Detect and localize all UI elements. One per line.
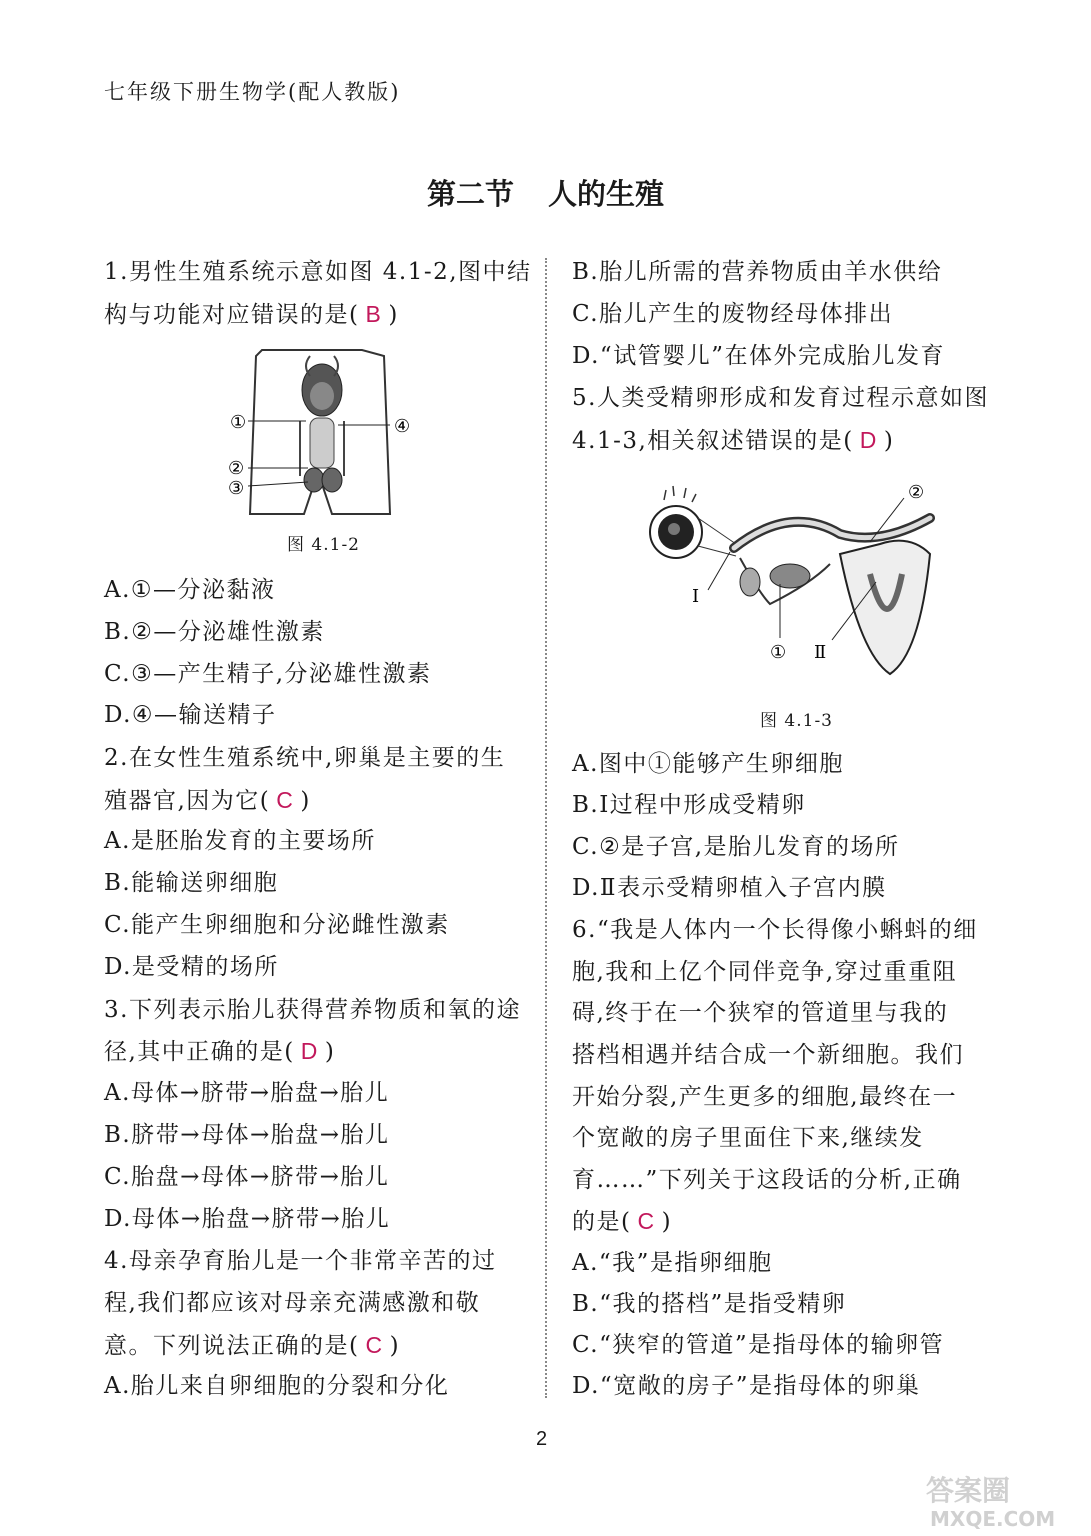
female-reproductive-diagram [640,474,940,692]
q1-option-d: D.④—输送精子 [104,702,277,728]
fig2-label-1: ① [770,642,787,663]
fig2-label-II: Ⅱ [814,642,827,663]
figure-caption-4-1-3: 图 4.1-3 [760,711,833,731]
q6-option-a: A.“我”是指卵细胞 [572,1250,773,1276]
q3-stem-line2: 径,其中正确的是( D ) [104,1038,336,1065]
q3-stem-line1: 3.下列表示胎儿获得营养物质和氧的途 [104,997,521,1023]
q4-answer: C [365,1332,384,1358]
q4-option-c: C.胎儿产生的废物经母体排出 [572,301,894,327]
q4-option-a: A.胎儿来自卵细胞的分裂和分化 [104,1373,450,1399]
q5-option-a: A.图中①能够产生卵细胞 [572,751,844,777]
q4-option-b: B.胎儿所需的营养物质由羊水供给 [572,259,943,285]
q1-option-b: B.②—分泌雄性激素 [104,619,325,645]
q3-option-a: A.母体→脐带→胎盘→胎儿 [104,1080,390,1106]
q5-option-d: D.Ⅱ表示受精卵植入子宫内膜 [572,875,887,901]
q6-stem-line7: 育……”下列关于这段话的分析,正确 [572,1167,962,1193]
fig1-label-3: ③ [228,478,245,499]
figure-caption-4-1-2: 图 4.1-2 [287,535,360,555]
fig2-label-2: ② [908,482,925,503]
q4-option-d: D.“试管婴儿”在体外完成胎儿发育 [572,343,945,369]
q6-stem-line1: 6.“我是人体内一个长得像小蝌蚪的细 [572,917,978,943]
q1-answer: B [365,301,383,327]
q2-option-b: B.能输送卵细胞 [104,870,279,896]
q2-option-a: A.是胚胎发育的主要场所 [104,828,376,854]
section-name: 人的生殖 [548,177,665,211]
page-header: 七年级下册生物学(配人教版) [104,80,401,104]
q4-stem-line2: 程,我们都应该对母亲充满感激和敬 [104,1290,481,1316]
q5-answer: D [859,427,878,453]
q3-option-b: B.脐带→母体→胎盘→胎儿 [104,1122,390,1148]
fig1-label-2: ② [228,458,245,479]
q6-stem-line4: 搭档相遇并结合成一个新细胞。我们 [572,1042,964,1068]
section-title [0,172,1091,213]
q6-stem-line2: 胞,我和上亿个同伴竞争,穿过重重阻 [572,959,958,985]
q5-stem-line1: 5.人类受精卵形成和发育过程示意如图 [572,385,989,411]
q6-stem-line5: 开始分裂,产生更多的细胞,最终在一 [572,1084,958,1110]
q6-option-d: D.“宽敞的房子”是指母体的卵巢 [572,1373,921,1399]
column-divider [545,258,547,1398]
q5-option-c: C.②是子宫,是胎儿发育的场所 [572,834,900,860]
male-reproductive-diagram [222,346,422,518]
q1-option-c: C.③—产生精子,分泌雄性激素 [104,661,432,687]
q6-answer: C [637,1208,656,1234]
q1-stem-text: 构与功能对应错误的是( [104,302,360,328]
fig1-label-1: ① [230,412,247,433]
q1-stem-line1: 1.男性生殖系统示意如图 4.1-2,图中结 [104,259,532,285]
q3-option-c: C.胎盘→母体→脐带→胎儿 [104,1164,390,1190]
q3-option-d: D.母体→胎盘→脐带→胎儿 [104,1206,391,1232]
q6-option-b: B.“我的搭档”是指受精卵 [572,1291,847,1317]
fig1-label-4: ④ [394,416,411,437]
q6-stem-line3: 碍,终于在一个狭窄的管道里与我的 [572,1000,949,1026]
page-number: 2 [536,1428,548,1450]
q2-stem-line1: 2.在女性生殖系统中,卵巢是主要的生 [104,745,506,771]
watermark-logo [922,1470,1072,1530]
q5-option-b: B.Ⅰ过程中形成受精卵 [572,792,806,818]
q1-stem-line2: 构与功能对应错误的是( B ) [104,301,399,328]
watermark-text-2: MXQE.COM [930,1507,1056,1530]
section-number: 第二节 [426,177,514,211]
q5-stem-line2: 4.1-3,相关叙述错误的是( D ) [572,427,895,454]
q4-stem-line3: 意。下列说法正确的是( C ) [104,1332,401,1359]
fig2-label-I: Ⅰ [692,586,700,607]
q6-stem-line6: 个宽敞的房子里面住下来,继续发 [572,1125,924,1151]
q4-stem-line1: 4.母亲孕育胎儿是一个非常辛苦的过 [104,1248,497,1274]
q3-answer: D [300,1038,319,1064]
q2-answer: C [276,787,295,813]
q2-option-c: C.能产生卵细胞和分泌雌性激素 [104,912,450,938]
q6-stem-line8: 的是( C ) [572,1208,673,1235]
watermark-text-1: 答案圈 [926,1474,1011,1507]
q2-option-d: D.是受精的场所 [104,954,279,980]
q1-option-a: A.①—分泌黏液 [104,577,276,603]
q6-option-c: C.“狭窄的管道”是指母体的输卵管 [572,1332,945,1358]
q2-stem-line2: 殖器官,因为它( C ) [104,787,311,814]
